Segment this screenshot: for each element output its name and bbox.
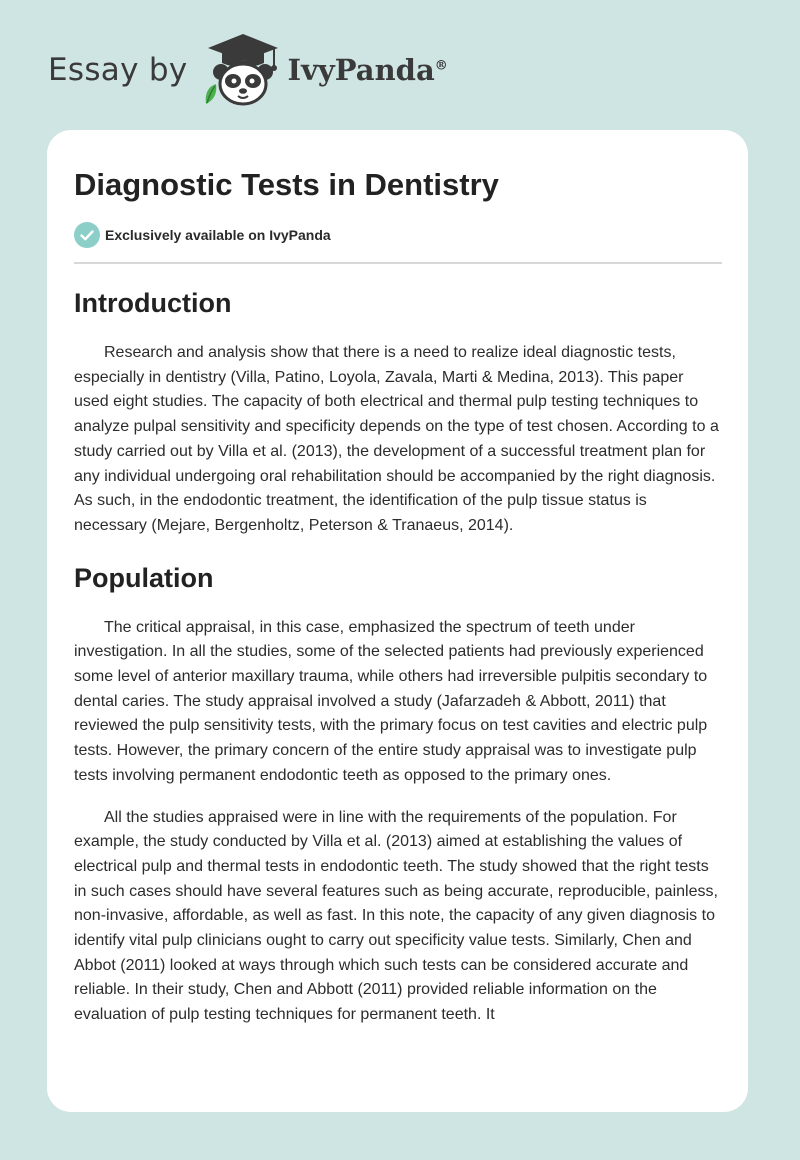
exclusive-label: Exclusively available on IvyPanda [105,227,331,243]
brand-prefix: Essay by [48,52,188,88]
brand-logo[interactable] [48,30,448,110]
paragraph: Research and analysis show that there is a need to realize ideal diagnostic tests, especially in dentistry (Villa, Patino, Loyola, Zavala, Marti & Medina, 2013). This paper used eight studies. The capacity of both electrical and thermal pulp testing techniques to analyze pulpal sensitivity and specificity depends on the type of test chosen. According to a study carried out by Villa et al. (2013), the development of a successful treatment plan for any individual undergoing oral rehabilitation should be accompanied by the right diagnosis. As such, in the endodontic treatment, the identification of the pulp tissue status is necessary (Mejare, Bergenholtz, Peterson & Tranaeus, 2014). [74,344,719,534]
paragraph: All the studies appraised were in line with the requirements of the population. For example, the study conducted by Villa et al. (2013) aimed at establishing the values of electrical pulp and thermal tests in endodontic teeth. The study showed that the right tests in such cases should have several features such as being accurate, reproducible, painless, non-invasive, affordable, as well as fast. In this note, the capacity of any given diagnosis to identify vital pulp clinicians ought to carry out specificity value tests. Similarly, Chen and Abbot (2011) looked at ways through which such tests can be considered accurate and reliable. In their study, Chen and Abbott (2011) provided reliable information on the evaluation of pulp testing techniques for permanent teeth. It [74,808,718,1024]
check-circle-icon [74,222,100,248]
page-title: Diagnostic Tests in Dentistry [74,167,499,202]
section-heading-introduction: Introduction [74,288,232,318]
paragraph: The critical appraisal, in this case, emphasized the spectrum of teeth under investigation. In all the studies, some of the selected patients had previously experienced some level of anterior maxillary trauma, while others had irreversible pulpitis secondary to dental caries. The study appraisal involved a study (Jafarzadeh & Abbott, 2011) that reviewed the pulp sensitivity tests, with the primary focus on test cavities and electric pulp tests. However, the primary concern of the entire study appraisal was to investigate pulp tests involving permanent endodontic teeth as opposed to the primary ones. [74,618,708,784]
registered-mark: ® [434,58,448,74]
brand-name: IvyPanda® [287,53,448,87]
section-heading-population: Population [74,562,214,593]
panda-graduate-icon [200,30,286,110]
article-card [47,130,748,1112]
divider [74,262,722,264]
exclusive-badge [74,222,722,248]
